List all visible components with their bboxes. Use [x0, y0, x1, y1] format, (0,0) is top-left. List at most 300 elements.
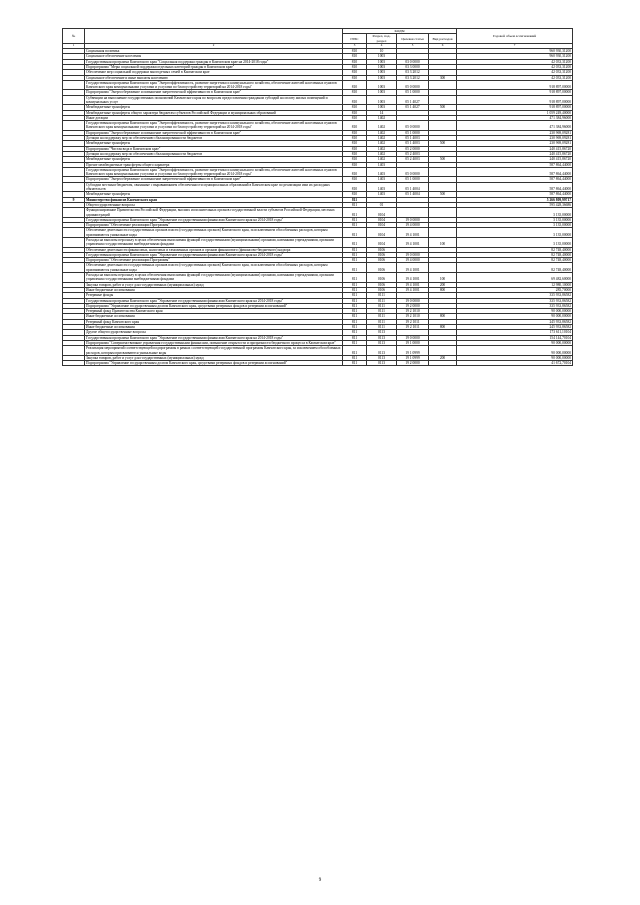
row-rz: 1402 [367, 141, 397, 146]
row-grbs: 811 [343, 361, 367, 366]
row-cs: 03 3 2012 [397, 70, 429, 75]
table-row [63, 238, 573, 248]
row-sum: 41 672,70104 [457, 361, 573, 366]
row-name: Обеспечение мер социальной поддержки многодетных семей в Камчатском крае [85, 70, 343, 75]
row-name: Подпрограмма "Чистая вода в Камчатском крае" [85, 146, 343, 151]
row-name: Социальное обеспечение и иные выплаты населению [85, 75, 343, 80]
row-sum: 918 897,00000 [457, 80, 573, 90]
row-grbs: 811 [343, 247, 367, 252]
row-grbs: 810 [343, 54, 367, 59]
row-name: Подпрограмма "Энергосбережение и повышение энергетической эффективности в Камчатском крае" [85, 177, 343, 182]
row-vr: 300 [429, 75, 457, 80]
row-name: Иные бюджетные ассигнования [85, 314, 343, 319]
row-number [63, 228, 85, 238]
row-grbs: 810 [343, 95, 367, 105]
row-rz: 0106 [367, 252, 397, 257]
row-sum: 587 864,44000 [457, 167, 573, 177]
row-sum: 240 415,86720 [457, 151, 573, 156]
column-index: 1 [63, 44, 85, 49]
row-grbs: 811 [343, 252, 367, 257]
row-name: Расходы на выплаты персоналу в целях обеспечения выполнения функций государственными (муниципальными) органами, казенными учреждениями, органами управления государственными внебюджетными фондами [85, 238, 343, 248]
row-grbs: 810 [343, 49, 367, 54]
row-rz: 1402 [367, 115, 397, 120]
row-name: Субсидии местным бюджетам, связанные с выравниванием обеспеченности муниципальных образований в Камчатском крае по реализации ими их расходных обязательств [85, 182, 343, 192]
row-rz: 0113 [367, 340, 397, 345]
row-rz: 1402 [367, 130, 397, 135]
row-vr [429, 182, 457, 192]
row-grbs: 811 [343, 202, 367, 207]
row-cs: 19 4 0000 [397, 258, 429, 263]
row-grbs: 810 [343, 177, 367, 182]
row-vr: 500 [429, 141, 457, 146]
row-grbs: 811 [343, 273, 367, 283]
row-vr: 500 [429, 157, 457, 162]
row-grbs: 810 [343, 110, 367, 115]
row-cs: 19 0 0000 [397, 217, 429, 222]
row-rz: 0111 [367, 309, 397, 314]
row-sum: 3 135,00000 [457, 217, 573, 222]
row-rz: 1003 [367, 95, 397, 105]
row-rz: 0106 [367, 247, 397, 252]
header-rz: Раздел, под-раздел [367, 34, 397, 44]
table-row [63, 361, 573, 366]
row-cs: 19 2 1011 [397, 319, 429, 324]
row-sum: 90 000,00000 [457, 355, 573, 360]
row-cs: 19 4 1001 [397, 287, 429, 292]
row-rz: 0111 [367, 314, 397, 319]
row-rz: 0113 [367, 361, 397, 366]
row-grbs: 810 [343, 146, 367, 151]
row-cs: 19 0 0000 [397, 335, 429, 340]
row-name: Межбюджетные трансферты общего характера бюджетам субъектов Российской Федерации и муниципальных образований [85, 110, 343, 115]
column-index: 6 [429, 44, 457, 49]
row-cs: 19 2 0000 [397, 361, 429, 366]
row-grbs: 811 [343, 282, 367, 287]
row-sum: 230 969,09281 [457, 141, 573, 146]
row-grbs: 810 [343, 167, 367, 177]
row-number [63, 182, 85, 192]
row-vr [429, 167, 457, 177]
header-cs: Целевая статья [397, 34, 429, 44]
row-cs: 19 1 0000 [397, 340, 429, 345]
row-grbs: 810 [343, 192, 367, 197]
row-rz: 1003 [367, 80, 397, 90]
row-rz: 0111 [367, 303, 397, 308]
row-grbs: 811 [343, 223, 367, 228]
row-cs: 03 3 0000 [397, 64, 429, 69]
row-rz: 0104 [367, 238, 397, 248]
row-name: Социальное обеспечение населения [85, 54, 343, 59]
row-number [63, 167, 85, 177]
row-cs: 05 2 0000 [397, 146, 429, 151]
row-rz: 1402 [367, 136, 397, 141]
row-sum: 471 384,96000 [457, 121, 573, 131]
row-vr: 100 [429, 273, 457, 283]
row-cs: 19 2 1010 [397, 314, 429, 319]
row-vr [429, 95, 457, 105]
row-name: Иные дотации [85, 115, 343, 120]
row-cs: 19 2 1010 [397, 309, 429, 314]
row-vr: 200 [429, 355, 457, 360]
row-name: Дотации на поддержку мер по обеспечению сбалансированности бюджетов [85, 136, 343, 141]
row-vr [429, 121, 457, 131]
row-sum: 42 033,31200 [457, 64, 573, 69]
row-name: Закупка товаров, работ и услуг для государственных (муниципальных) нужд [85, 282, 343, 287]
row-sum: 918 897,00000 [457, 95, 573, 105]
row-rz: 1402 [367, 151, 397, 156]
row-rz: 0113 [367, 335, 397, 340]
row-rz: 01 [367, 202, 397, 207]
row-grbs: 810 [343, 136, 367, 141]
row-rz: 14 [367, 110, 397, 115]
row-grbs: 810 [343, 141, 367, 146]
row-rz: 1003 [367, 70, 397, 75]
row-cs: 05 1 4004 [397, 182, 429, 192]
row-cs: 05 2 4003 [397, 157, 429, 162]
row-grbs: 811 [343, 258, 367, 263]
table-row [63, 182, 573, 192]
row-cs: 05 1 4027 [397, 105, 429, 110]
row-rz: 0113 [367, 330, 397, 335]
row-number [63, 95, 85, 105]
row-number [63, 346, 85, 356]
row-rz: 0104 [367, 223, 397, 228]
row-vr: 800 [429, 287, 457, 292]
table-body [63, 49, 573, 366]
row-grbs: 811 [343, 309, 367, 314]
header-total: Годовой объем ассигнований [457, 29, 573, 44]
row-cs: 19 4 1001 [397, 228, 429, 238]
row-name: Резервные фонды [85, 293, 343, 298]
row-rz: 0104 [367, 228, 397, 238]
row-cs: 19 1 0999 [397, 355, 429, 360]
row-grbs: 811 [343, 335, 367, 340]
header-codes: КОДЫ [343, 29, 457, 34]
page-number: 9 [318, 878, 322, 883]
row-rz: 0106 [367, 287, 397, 292]
row-cs: 19 2 0000 [397, 303, 429, 308]
row-name: Подпрограмма "Энергосбережение и повышение энергетической эффективности в Камчатском крае" [85, 130, 343, 135]
row-rz: 0106 [367, 282, 397, 287]
header-vr: Вид расходов [429, 34, 457, 44]
row-name: Межбюджетные трансферты [85, 141, 343, 146]
row-number [63, 361, 85, 366]
row-rz: 0106 [367, 263, 397, 273]
row-sum: 595 428,36686 [457, 202, 573, 207]
row-grbs: 811 [343, 340, 367, 345]
row-cs: 05 1 4003 [397, 141, 429, 146]
row-name: Расходы на выплаты персоналу в целях обеспечения выполнения функций государственными (муниципальными) органами, казенными учреждениями, органами управления государственными внебюджетными фондами [85, 273, 343, 283]
row-vr [429, 80, 457, 90]
row-sum: 960 930,31200 [457, 49, 573, 54]
row-name: Социальная политика [85, 49, 343, 54]
budget-document [62, 28, 572, 366]
row-rz: 0111 [367, 325, 397, 330]
row-name: Функционирование Правительства Российской Федерации, высших исполнительных органов государственной власти субъектов Российской Федерации, местных администраций [85, 208, 343, 218]
row-sum: 90 000,00000 [457, 314, 573, 319]
row-sum: 154 144,70104 [457, 335, 573, 340]
row-sum: 42 033,31200 [457, 75, 573, 80]
row-name: Государственная программа Камчатского края "Энергоэффективность, развитие энергетики и коммунального хозяйства, обеспечение жителей населенных пунктов Камчатского края коммунальными услугами и услугами по благоустройству территорий на 2014-2018 годы" [85, 121, 343, 131]
row-grbs: 811 [343, 228, 367, 238]
row-cs: 19 2 1011 [397, 325, 429, 330]
row-grbs: 810 [343, 75, 367, 80]
row-cs: 05 1 0000 [397, 130, 429, 135]
row-sum: 335 933,86582 [457, 303, 573, 308]
row-name: Государственная программа Камчатского края "Управление государственными финансами Камчатского края на 2014-2018 годы" [85, 335, 343, 340]
row-sum: 5 266 809,99717 [457, 197, 573, 202]
row-cs [397, 208, 429, 218]
row-rz: 10 [367, 49, 397, 54]
row-rz: 1003 [367, 75, 397, 80]
row-number [63, 263, 85, 273]
row-grbs: 810 [343, 130, 367, 135]
header-grbs: ГРБС [343, 34, 367, 44]
row-grbs: 811 [343, 197, 367, 202]
row-rz: 1003 [367, 64, 397, 69]
row-sum: 82 748,40000 [457, 263, 573, 273]
row-sum: 42 033,31200 [457, 59, 573, 64]
row-cs: 03 3 2012 [397, 75, 429, 80]
row-cs: 05 0 0000 [397, 167, 429, 177]
row-grbs: 811 [343, 263, 367, 273]
row-vr [429, 346, 457, 356]
row-grbs: 811 [343, 287, 367, 292]
row-vr: 800 [429, 314, 457, 319]
row-name: Государственная программа Камчатского края "Социальная поддержка граждан в Камчатском крае на 2014-2018 годы" [85, 59, 343, 64]
column-index: 7 [457, 44, 573, 49]
row-sum: 230 969,09281 [457, 130, 573, 135]
row-vr [429, 208, 457, 218]
column-index: 5 [397, 44, 429, 49]
row-grbs: 811 [343, 298, 367, 303]
row-name: Межбюджетные трансферты [85, 157, 343, 162]
row-name: Дотации на поддержку мер по обеспечению сбалансированности бюджетов [85, 151, 343, 156]
row-rz: 0111 [367, 293, 397, 298]
row-sum: 90 000,00000 [457, 340, 573, 345]
row-cs: 03 0 0000 [397, 59, 429, 64]
row-sum: 245 933,86582 [457, 325, 573, 330]
row-vr: 500 [429, 105, 457, 110]
row-rz: 0104 [367, 208, 397, 218]
row-sum: 42 033,31200 [457, 70, 573, 75]
row-name: Межбюджетные трансферты [85, 105, 343, 110]
row-grbs: 811 [343, 238, 367, 248]
row-vr: 500 [429, 192, 457, 197]
row-number [63, 273, 85, 283]
row-rz: 1403 [367, 182, 397, 192]
row-vr: 100 [429, 238, 457, 248]
header-row-1 [63, 29, 573, 34]
row-sum: 90 000,00000 [457, 346, 573, 356]
row-name: Государственная программа Камчатского края "Управление государственными финансами Камчатского края на 2014-2018 годы" [85, 252, 343, 257]
column-index: 4 [367, 44, 397, 49]
row-number [63, 238, 85, 248]
table-row [63, 263, 573, 273]
header-no: № [63, 29, 85, 44]
row-grbs: 810 [343, 64, 367, 69]
row-sum: 335 933,86582 [457, 293, 573, 298]
row-sum: 471 384,96000 [457, 115, 573, 120]
row-name: Подпрограмма "Обеспечение реализации Программы" [85, 223, 343, 228]
row-name: Министерство финансов Камчатского края [85, 197, 343, 202]
row-name: Реализация мероприятий соответствующей подпрограммы в рамках соответствующей государственной программы Камчатского края, за исключением обособленных расходов, которым присваиваются уникальные коды [86, 346, 341, 355]
row-sum: 240 415,86720 [457, 146, 573, 151]
row-rz: 0111 [367, 298, 397, 303]
row-number [63, 121, 85, 131]
row-sum: 587 864,44000 [457, 182, 573, 192]
row-vr [429, 228, 457, 238]
row-rz: 0111 [367, 319, 397, 324]
row-grbs: 811 [343, 303, 367, 308]
row-cs: 19 0 0000 [397, 252, 429, 257]
row-grbs: 811 [343, 346, 367, 356]
row-grbs: 810 [343, 90, 367, 95]
row-name: Обеспечение деятельности государственных органов власти (государственных органов) Камчатского края, за исключением обособленных расходов, которым присваиваются уникальные коды [85, 228, 343, 238]
row-rz: 1402 [367, 146, 397, 151]
row-cs: 05 0 0000 [397, 121, 429, 131]
row-name: Обеспечение деятельности государственных органов власти (государственных органов) Камчатского края, за исключением обособленных расходов, которым присваиваются уникальные коды [85, 263, 343, 273]
row-name: Резервный фонд Камчатского края [85, 319, 343, 324]
row-sum: 230 969,09281 [457, 136, 573, 141]
row-sum: 245 933,86582 [457, 319, 573, 324]
row-name: Закупка товаров, работ и услуг для государственных (муниципальных) нужд [85, 355, 343, 360]
row-name: Подпрограмма "Энергосбережение и повышение энергетической эффективности в Камчатском крае" [85, 90, 343, 95]
row-grbs: 810 [343, 59, 367, 64]
row-sum: 3 135,00000 [457, 238, 573, 248]
row-name: Иные бюджетные ассигнования [85, 325, 343, 330]
row-grbs: 811 [343, 330, 367, 335]
header-name [85, 29, 343, 44]
row-cs: 05 1 4027 [397, 95, 429, 105]
row-name: Подпрограмма "Совершенствование управления государственными финансами, повышение открытости и прозрачности бюджетного процесса в Камчатском крае" [85, 340, 343, 345]
row-cs: 05 0 0000 [397, 80, 429, 90]
row-sum: 1 059 249,40000 [457, 110, 573, 115]
row-vr [429, 263, 457, 273]
row-vr [429, 361, 457, 366]
row-sum: 960 930,31200 [457, 54, 573, 59]
table-row [63, 80, 573, 90]
row-name: Межбюджетные трансферты [85, 192, 343, 197]
row-name: Государственная программа Камчатского края "Управление государственными финансами Камчатского края на 2014-2018 годы" [85, 298, 343, 303]
row-grbs: 810 [343, 157, 367, 162]
table-row [63, 273, 573, 283]
row-name: Субвенции на выполнение государственных полномочий Камчатского края по вопросам предоставления гражданам субсидий на оплату жилых помещений и коммунальных услуг [85, 95, 343, 105]
row-grbs: 810 [343, 121, 367, 131]
row-grbs: 810 [343, 80, 367, 90]
row-grbs: 811 [343, 293, 367, 298]
row-name: Другие общегосударственные вопросы [85, 330, 343, 335]
row-grbs: 811 [343, 314, 367, 319]
row-sum: 82 748,40000 [457, 247, 573, 252]
row-grbs: 810 [343, 151, 367, 156]
row-grbs: 810 [343, 105, 367, 110]
row-grbs: 811 [343, 355, 367, 360]
row-number: 9 [63, 197, 85, 202]
row-sum: 82 748,40000 [457, 252, 573, 257]
row-name: Обеспечение деятельности финансовых, налоговых и таможенных органов и органов финансового (финансово-бюджетного) надзора [85, 247, 343, 252]
row-rz: 0104 [367, 217, 397, 222]
row-rz: 1403 [367, 192, 397, 197]
row-sum: 3 135,00000 [457, 228, 573, 238]
row-rz: 1403 [367, 177, 397, 182]
row-number [63, 208, 85, 218]
row-grbs: 810 [343, 70, 367, 75]
row-sum: 3 135,00000 [457, 208, 573, 218]
row-cs: 05 1 4003 [397, 136, 429, 141]
row-sum: 587 864,44000 [457, 162, 573, 167]
table-row [63, 167, 573, 177]
row-name: Подпрограмма "Управление государственным долгом Камчатского края, средствами резервных фондов и резервами ассигнований" [85, 361, 343, 366]
column-index: 2 [85, 44, 343, 49]
row-rz: 0106 [367, 273, 397, 283]
row-cs: 19 4 1001 [397, 238, 429, 248]
row-name: Государственная программа Камчатского края "Энергоэффективность, развитие энергетики и коммунального хозяйства, обеспечение жителей населенных пунктов Камчатского края коммунальными услугами и услугами по благоустройству территорий на 2014-2018 годы" [85, 167, 343, 177]
row-cs: 19 4 1001 [397, 273, 429, 283]
row-rz: 1003 [367, 54, 397, 59]
row-name: Подпрограмма "Управление государственным долгом Камчатского края, средствами резервных фондов и резервами ассигнований" [85, 303, 343, 308]
row-rz: 1003 [367, 59, 397, 64]
row-cs: 05 2 4003 [397, 151, 429, 156]
row-grbs: 811 [343, 217, 367, 222]
row-cs: 19 4 1001 [397, 282, 429, 287]
row-cs: 19 4 0000 [397, 223, 429, 228]
row-cs: 19 4 1001 [397, 263, 429, 273]
row-grbs: 810 [343, 115, 367, 120]
row-vr: 800 [429, 325, 457, 330]
row-sum: 173 611,10104 [457, 330, 573, 335]
row-rz: 0113 [367, 346, 397, 356]
row-sum: 285,70000 [457, 287, 573, 292]
row-sum: 12 980,10000 [457, 282, 573, 287]
row-rz: 1402 [367, 157, 397, 162]
row-sum: 240 415,86720 [457, 157, 573, 162]
row-sum: 587 864,44000 [457, 192, 573, 197]
row-name: Иные бюджетные ассигнования [85, 287, 343, 292]
table-row [63, 346, 573, 356]
row-name: Государственная программа Камчатского края "Энергоэффективность, развитие энергетики и коммунального хозяйства, обеспечение жителей населенных пунктов Камчатского края коммунальными услугами и услугами по благоустройству территорий на 2014-2018 годы" [85, 80, 343, 90]
row-name: Подпрограмма "Обеспечение реализации Программы" [85, 258, 343, 263]
row-grbs: 810 [343, 162, 367, 167]
row-sum: 90 000,00000 [457, 309, 573, 314]
row-rz: 1403 [367, 162, 397, 167]
row-name: Общегосударственные вопросы [85, 202, 343, 207]
row-sum: 918 897,00000 [457, 105, 573, 110]
row-grbs: 810 [343, 182, 367, 192]
table-row [63, 121, 573, 131]
row-name: Резервный фонд Правительства Камчатского края [85, 309, 343, 314]
row-rz: 1003 [367, 105, 397, 110]
row-cs: 05 1 4004 [397, 192, 429, 197]
column-index: 3 [343, 44, 367, 49]
table-row [63, 208, 573, 218]
row-cs: 05 1 0000 [397, 177, 429, 182]
row-vr: 200 [429, 282, 457, 287]
row-sum: 335 933,86582 [457, 298, 573, 303]
row-rz: 1402 [367, 121, 397, 131]
row-name: Прочие межбюджетные трансферты общего характера [85, 162, 343, 167]
row-grbs: 811 [343, 208, 367, 218]
row-cs: 19 0 0000 [397, 298, 429, 303]
row-sum: 918 897,00000 [457, 90, 573, 95]
budget-table [62, 28, 573, 366]
row-grbs: 811 [343, 325, 367, 330]
row-rz: 0106 [367, 258, 397, 263]
row-sum: 3 135,00000 [457, 223, 573, 228]
row-rz: 1403 [367, 167, 397, 177]
row-name: Государственная программа Камчатского края "Управление государственными финансами Камчатского края на 2014-2018 годы" [85, 217, 343, 222]
row-rz: 0113 [367, 355, 397, 360]
